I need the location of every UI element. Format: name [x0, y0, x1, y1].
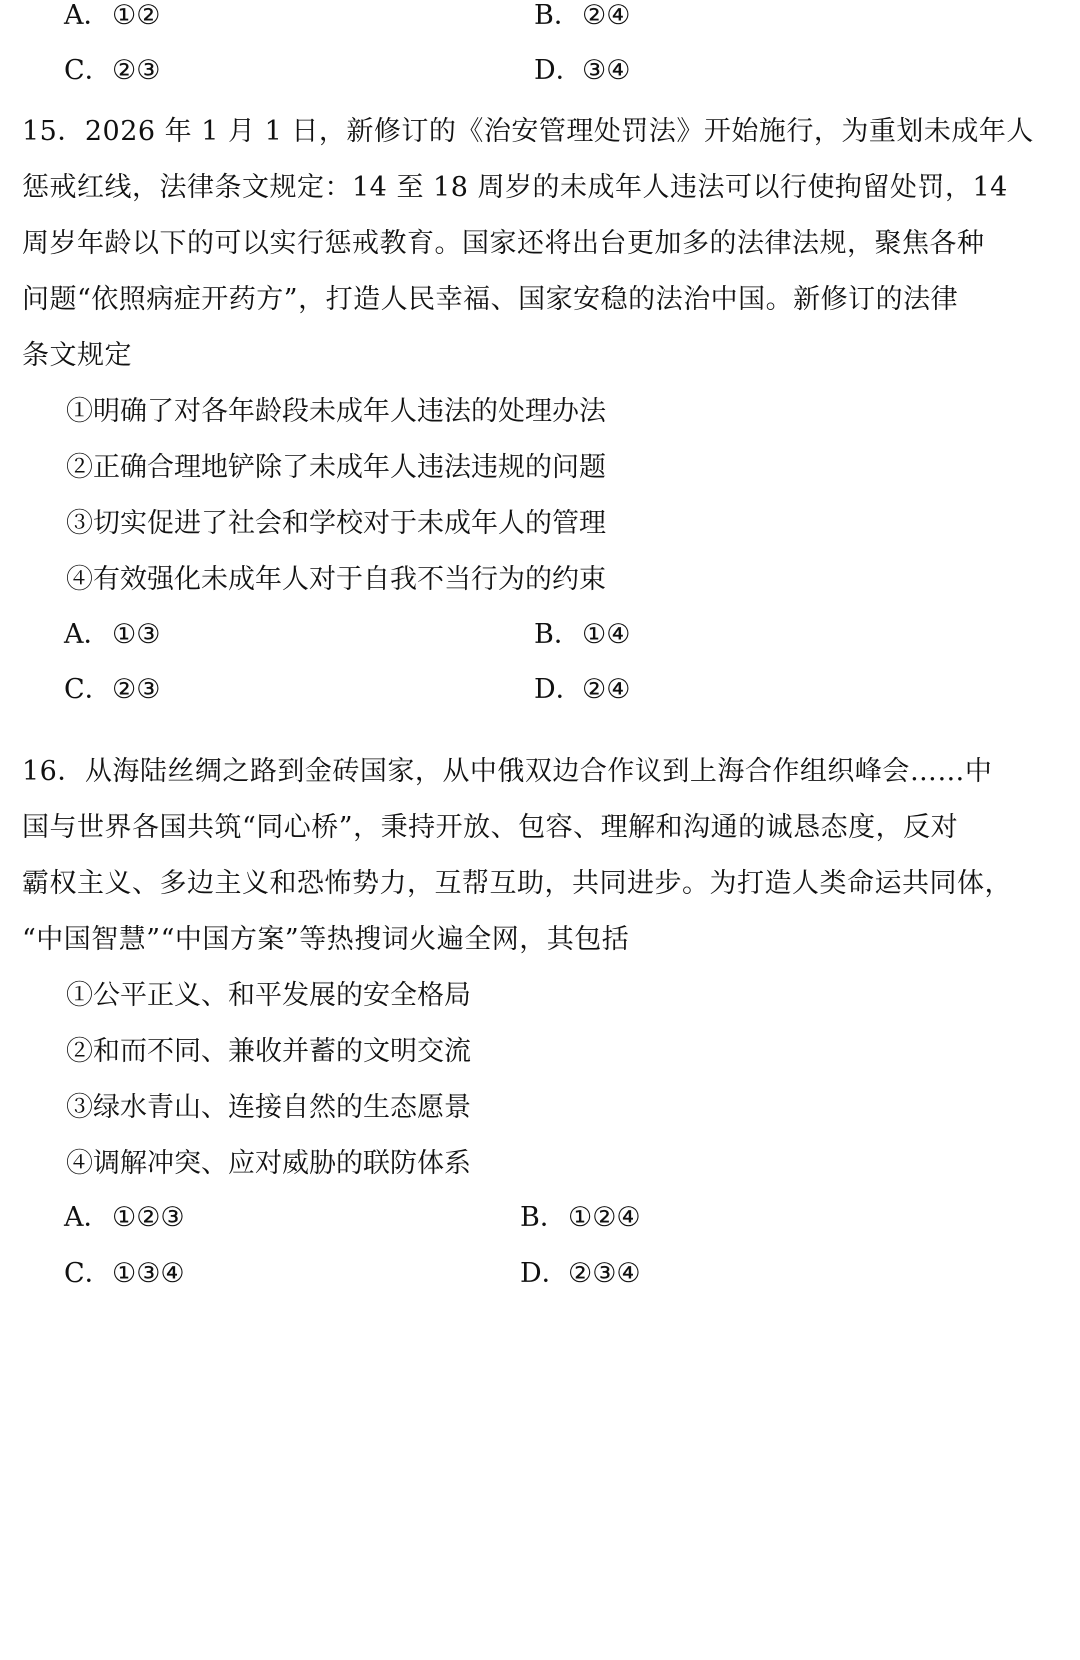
q15-statement-2: ②正确合理地铲除了未成年人违法违规的问题	[66, 452, 606, 483]
q15-option-c[interactable]	[64, 670, 160, 710]
option-text: ②③	[112, 674, 161, 705]
q15-statement-4: ④有效强化未成年人对于自我不当行为的约束	[66, 564, 606, 595]
option-text: ②④	[582, 674, 631, 705]
q15-stem-line: 条文规定	[22, 340, 132, 371]
option-text: ②④	[582, 0, 631, 31]
q16-option-d[interactable]	[520, 1254, 641, 1294]
option-text: ①②③	[112, 1202, 185, 1233]
q15-statement-1: ①明确了对各年龄段未成年人违法的处理办法	[66, 396, 606, 427]
q16-statement-2: ②和而不同、兼收并蓄的文明交流	[66, 1036, 471, 1067]
option-text: ①②④	[568, 1202, 641, 1233]
q16-stem-line: 16．从海陆丝绸之路到金砖国家，从中俄双边合作议到上海合作组织峰会……中	[22, 756, 993, 787]
option-letter: A．	[64, 619, 111, 650]
prev-option-d[interactable]	[534, 51, 630, 91]
option-text: ①③④	[112, 1258, 185, 1289]
option-letter: D．	[534, 55, 583, 86]
option-letter: A．	[64, 1202, 111, 1233]
option-letter: C．	[64, 55, 112, 86]
q16-option-b[interactable]	[520, 1198, 641, 1238]
q15-option-a[interactable]	[64, 615, 160, 655]
q16-statement-3: ③绿水青山、连接自然的生态愿景	[66, 1092, 471, 1123]
prev-option-c[interactable]	[64, 51, 160, 91]
q15-option-d[interactable]	[534, 670, 630, 710]
q16-statement-1: ①公平正义、和平发展的安全格局	[66, 980, 471, 1011]
q16-stem-line: 霸权主义、多边主义和恐怖势力，互帮互助，共同进步。为打造人类命运共同体，	[22, 868, 1012, 899]
option-letter: B．	[520, 1202, 567, 1233]
option-letter: D．	[520, 1258, 569, 1289]
option-letter: B．	[534, 0, 581, 31]
q15-stem-line: 惩戒红线，法律条文规定：14 至 18 周岁的未成年人违法可以行使拘留处罚，14	[22, 172, 1008, 203]
q15-stem-line: 15．2026 年 1 月 1 日，新修订的《治安管理处罚法》开始施行，为重划未成年人	[22, 116, 1034, 147]
option-text: ①②	[112, 0, 161, 31]
option-text: ③④	[582, 55, 631, 86]
q16-option-a[interactable]	[64, 1198, 185, 1238]
q15-statement-3: ③切实促进了社会和学校对于未成年人的管理	[66, 508, 606, 539]
q15-stem-line: 问题“依照病症开药方”，打造人民幸福、国家安稳的法治中国。新修订的法律	[22, 284, 959, 315]
option-letter: C．	[64, 1258, 112, 1289]
q16-stem-line: “中国智慧”“中国方案”等热搜词火遍全网，其包括	[22, 924, 630, 955]
option-text: ①③	[112, 619, 161, 650]
q15-stem-line: 周岁年龄以下的可以实行惩戒教育。国家还将出台更加多的法律法规，聚焦各种	[22, 228, 985, 259]
prev-option-b[interactable]	[534, 0, 630, 36]
option-letter: A．	[64, 0, 111, 31]
option-text: ①④	[582, 619, 631, 650]
q16-statement-4: ④调解冲突、应对威胁的联防体系	[66, 1148, 471, 1179]
option-letter: C．	[64, 674, 112, 705]
option-letter: B．	[534, 619, 581, 650]
option-text: ②③④	[568, 1258, 641, 1289]
q16-stem-line: 国与世界各国共筑“同心桥”，秉持开放、包容、理解和沟通的诚恳态度，反对	[22, 812, 959, 843]
q16-option-c[interactable]	[64, 1254, 185, 1294]
option-letter: D．	[534, 674, 583, 705]
option-text: ②③	[112, 55, 161, 86]
prev-option-a[interactable]	[64, 0, 160, 36]
q15-option-b[interactable]	[534, 615, 630, 655]
